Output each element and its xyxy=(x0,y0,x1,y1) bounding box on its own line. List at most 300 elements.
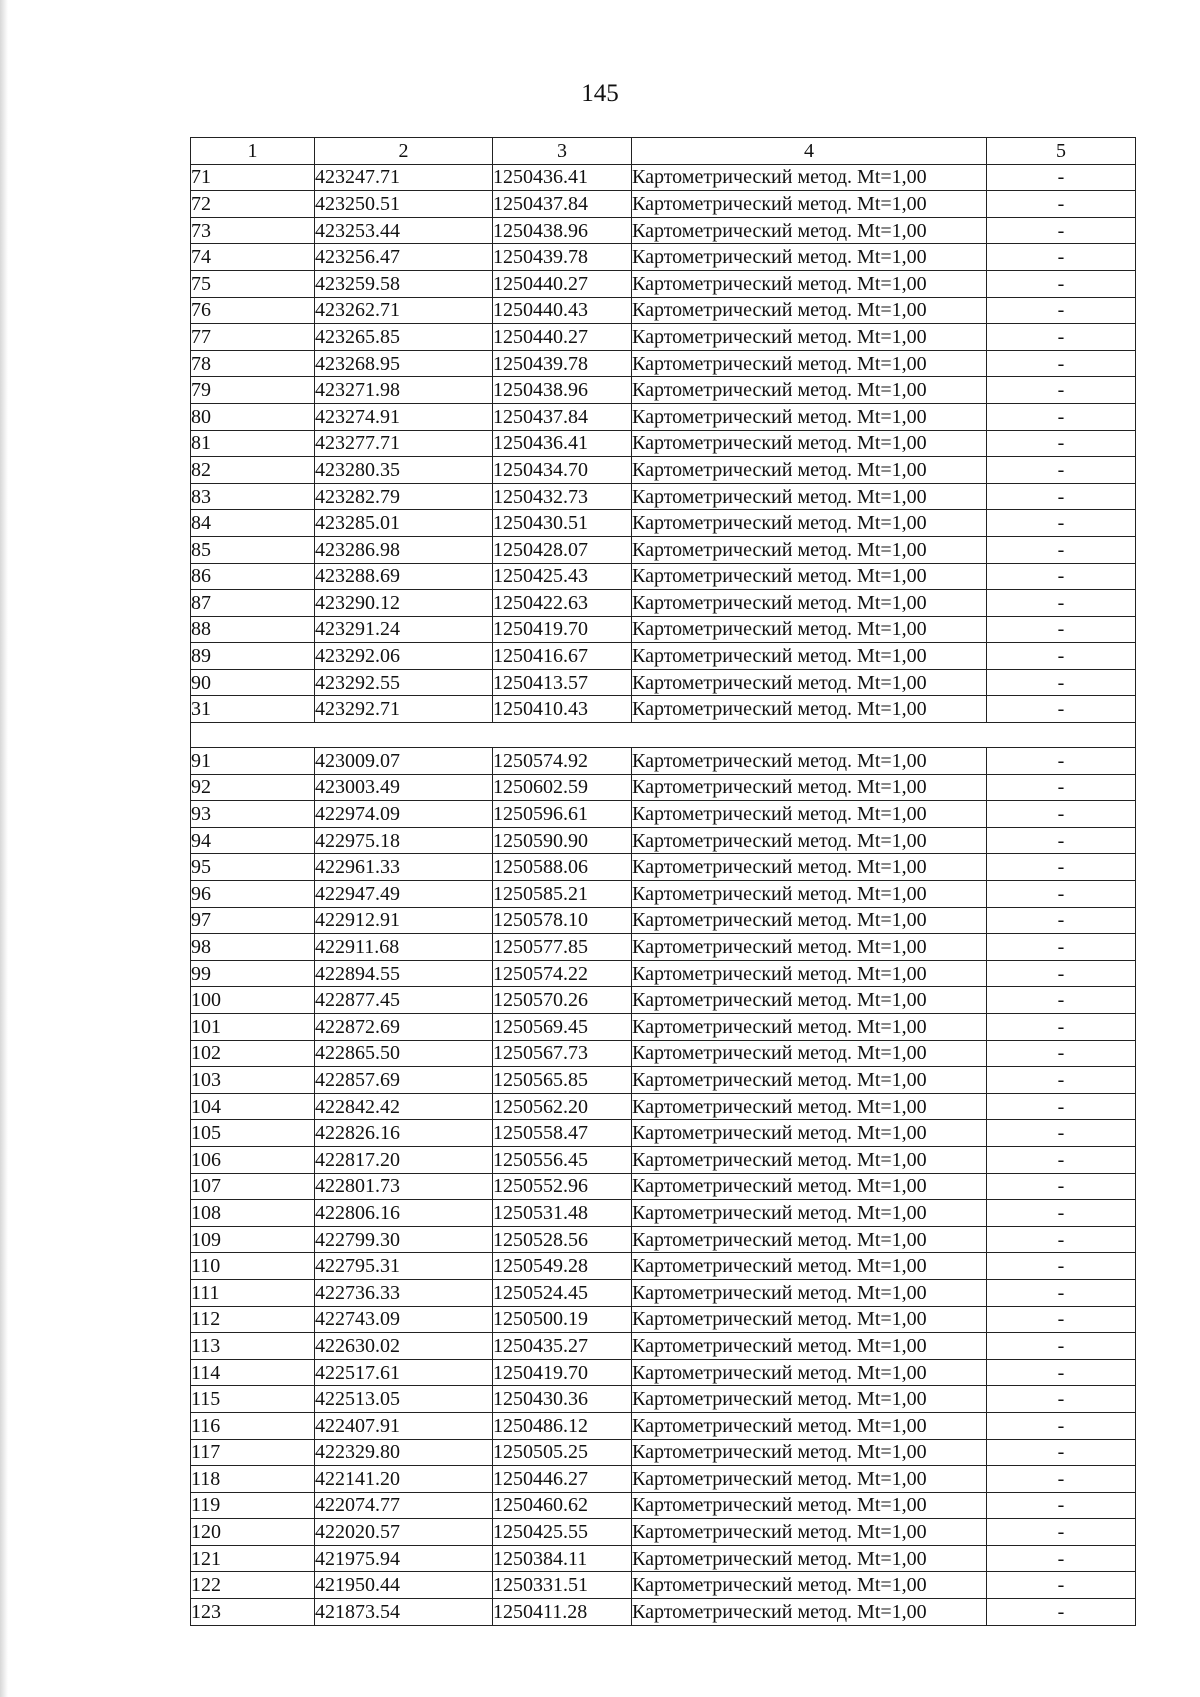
x-coordinate-cell: 422912.91 xyxy=(315,907,493,934)
note-cell: - xyxy=(987,1226,1136,1253)
point-number-cell: 96 xyxy=(191,881,315,908)
x-coordinate-cell: 423259.58 xyxy=(315,270,493,297)
note-cell: - xyxy=(987,377,1136,404)
separator-cell xyxy=(191,723,1136,748)
table-row xyxy=(191,457,1136,484)
x-coordinate-cell: 422074.77 xyxy=(315,1492,493,1519)
point-number-cell: 121 xyxy=(191,1545,315,1572)
note-cell: - xyxy=(987,854,1136,881)
y-coordinate-cell: 1250438.96 xyxy=(493,377,632,404)
table-row xyxy=(191,1093,1136,1120)
method-description-cell: Картометрический метод. Mt=1,00 xyxy=(632,1572,987,1599)
point-number-cell: 105 xyxy=(191,1120,315,1147)
x-coordinate-cell: 422826.16 xyxy=(315,1120,493,1147)
table-row xyxy=(191,217,1136,244)
point-number-cell: 116 xyxy=(191,1412,315,1439)
y-coordinate-cell: 1250552.96 xyxy=(493,1173,632,1200)
method-description-cell: Картометрический метод. Mt=1,00 xyxy=(632,297,987,324)
method-description-cell: Картометрический метод. Mt=1,00 xyxy=(632,643,987,670)
method-description-cell: Картометрический метод. Mt=1,00 xyxy=(632,934,987,961)
method-description-cell: Картометрический метод. Mt=1,00 xyxy=(632,1279,987,1306)
method-description-cell: Картометрический метод. Mt=1,00 xyxy=(632,907,987,934)
y-coordinate-cell: 1250411.28 xyxy=(493,1599,632,1626)
x-coordinate-cell: 423291.24 xyxy=(315,616,493,643)
y-coordinate-cell: 1250500.19 xyxy=(493,1306,632,1333)
point-number-cell: 31 xyxy=(191,696,315,723)
table-row xyxy=(191,590,1136,617)
y-coordinate-cell: 1250419.70 xyxy=(493,1359,632,1386)
note-cell: - xyxy=(987,430,1136,457)
method-description-cell: Картометрический метод. Mt=1,00 xyxy=(632,827,987,854)
method-description-cell: Картометрический метод. Mt=1,00 xyxy=(632,1333,987,1360)
y-coordinate-cell: 1250384.11 xyxy=(493,1545,632,1572)
y-coordinate-cell: 1250437.84 xyxy=(493,403,632,430)
note-cell: - xyxy=(987,1120,1136,1147)
note-cell: - xyxy=(987,1572,1136,1599)
table-row xyxy=(191,1173,1136,1200)
x-coordinate-cell: 422872.69 xyxy=(315,1014,493,1041)
y-coordinate-cell: 1250578.10 xyxy=(493,907,632,934)
method-description-cell: Картометрический метод. Mt=1,00 xyxy=(632,191,987,218)
x-coordinate-cell: 423253.44 xyxy=(315,217,493,244)
header-cell-5: 5 xyxy=(987,138,1136,165)
point-number-cell: 94 xyxy=(191,827,315,854)
x-coordinate-cell: 421873.54 xyxy=(315,1599,493,1626)
point-number-cell: 83 xyxy=(191,483,315,510)
table-row xyxy=(191,297,1136,324)
x-coordinate-cell: 423282.79 xyxy=(315,483,493,510)
x-coordinate-cell: 423292.71 xyxy=(315,696,493,723)
x-coordinate-cell: 422911.68 xyxy=(315,934,493,961)
x-coordinate-cell: 423271.98 xyxy=(315,377,493,404)
table-row xyxy=(191,377,1136,404)
method-description-cell: Картометрический метод. Mt=1,00 xyxy=(632,324,987,351)
point-number-cell: 118 xyxy=(191,1466,315,1493)
x-coordinate-cell: 422141.20 xyxy=(315,1466,493,1493)
y-coordinate-cell: 1250440.27 xyxy=(493,270,632,297)
note-cell: - xyxy=(987,1146,1136,1173)
table-row xyxy=(191,483,1136,510)
point-number-cell: 101 xyxy=(191,1014,315,1041)
note-cell: - xyxy=(987,590,1136,617)
method-description-cell: Картометрический метод. Mt=1,00 xyxy=(632,457,987,484)
x-coordinate-cell: 423268.95 xyxy=(315,350,493,377)
method-description-cell: Картометрический метод. Mt=1,00 xyxy=(632,1173,987,1200)
note-cell: - xyxy=(987,1492,1136,1519)
method-description-cell: Картометрический метод. Mt=1,00 xyxy=(632,1439,987,1466)
point-number-cell: 115 xyxy=(191,1386,315,1413)
point-number-cell: 112 xyxy=(191,1306,315,1333)
table-row xyxy=(191,1333,1136,1360)
x-coordinate-cell: 423285.01 xyxy=(315,510,493,537)
note-cell: - xyxy=(987,1359,1136,1386)
method-description-cell: Картометрический метод. Mt=1,00 xyxy=(632,536,987,563)
y-coordinate-cell: 1250460.62 xyxy=(493,1492,632,1519)
method-description-cell: Картометрический метод. Mt=1,00 xyxy=(632,350,987,377)
note-cell: - xyxy=(987,1093,1136,1120)
method-description-cell: Картометрический метод. Mt=1,00 xyxy=(632,1120,987,1147)
point-number-cell: 71 xyxy=(191,164,315,191)
point-number-cell: 109 xyxy=(191,1226,315,1253)
note-cell: - xyxy=(987,270,1136,297)
method-description-cell: Картометрический метод. Mt=1,00 xyxy=(632,244,987,271)
point-number-cell: 106 xyxy=(191,1146,315,1173)
table-row xyxy=(191,1014,1136,1041)
table-row xyxy=(191,987,1136,1014)
table-row xyxy=(191,1200,1136,1227)
note-cell: - xyxy=(987,457,1136,484)
point-number-cell: 79 xyxy=(191,377,315,404)
x-coordinate-cell: 422795.31 xyxy=(315,1253,493,1280)
note-cell: - xyxy=(987,907,1136,934)
x-coordinate-cell: 422630.02 xyxy=(315,1333,493,1360)
x-coordinate-cell: 422974.09 xyxy=(315,801,493,828)
table-row xyxy=(191,696,1136,723)
table-row xyxy=(191,536,1136,563)
point-number-cell: 86 xyxy=(191,563,315,590)
method-description-cell: Картометрический метод. Mt=1,00 xyxy=(632,1492,987,1519)
point-number-cell: 100 xyxy=(191,987,315,1014)
x-coordinate-cell: 423256.47 xyxy=(315,244,493,271)
x-coordinate-cell: 423277.71 xyxy=(315,430,493,457)
point-number-cell: 81 xyxy=(191,430,315,457)
method-description-cell: Картометрический метод. Mt=1,00 xyxy=(632,217,987,244)
y-coordinate-cell: 1250549.28 xyxy=(493,1253,632,1280)
x-coordinate-cell: 422799.30 xyxy=(315,1226,493,1253)
x-coordinate-cell: 423009.07 xyxy=(315,748,493,775)
x-coordinate-cell: 422513.05 xyxy=(315,1386,493,1413)
note-cell: - xyxy=(987,643,1136,670)
y-coordinate-cell: 1250425.55 xyxy=(493,1519,632,1546)
table-row xyxy=(191,1359,1136,1386)
y-coordinate-cell: 1250331.51 xyxy=(493,1572,632,1599)
point-number-cell: 114 xyxy=(191,1359,315,1386)
method-description-cell: Картометрический метод. Mt=1,00 xyxy=(632,801,987,828)
table-row xyxy=(191,1253,1136,1280)
y-coordinate-cell: 1250440.27 xyxy=(493,324,632,351)
y-coordinate-cell: 1250410.43 xyxy=(493,696,632,723)
y-coordinate-cell: 1250524.45 xyxy=(493,1279,632,1306)
note-cell: - xyxy=(987,563,1136,590)
table-row xyxy=(191,191,1136,218)
table-row xyxy=(191,430,1136,457)
point-number-cell: 80 xyxy=(191,403,315,430)
y-coordinate-cell: 1250439.78 xyxy=(493,350,632,377)
scan-edge-shadow xyxy=(0,0,8,1697)
table-row xyxy=(191,244,1136,271)
y-coordinate-cell: 1250569.45 xyxy=(493,1014,632,1041)
x-coordinate-cell: 423003.49 xyxy=(315,774,493,801)
point-number-cell: 111 xyxy=(191,1279,315,1306)
note-cell: - xyxy=(987,801,1136,828)
table-row xyxy=(191,1412,1136,1439)
method-description-cell: Картометрический метод. Mt=1,00 xyxy=(632,483,987,510)
method-description-cell: Картометрический метод. Mt=1,00 xyxy=(632,1306,987,1333)
method-description-cell: Картометрический метод. Mt=1,00 xyxy=(632,1519,987,1546)
table-row xyxy=(191,1466,1136,1493)
y-coordinate-cell: 1250602.59 xyxy=(493,774,632,801)
table-row xyxy=(191,324,1136,351)
table-row xyxy=(191,1306,1136,1333)
note-cell: - xyxy=(987,217,1136,244)
note-cell: - xyxy=(987,934,1136,961)
table-row xyxy=(191,1492,1136,1519)
x-coordinate-cell: 422894.55 xyxy=(315,960,493,987)
y-coordinate-cell: 1250422.63 xyxy=(493,590,632,617)
y-coordinate-cell: 1250562.20 xyxy=(493,1093,632,1120)
note-cell: - xyxy=(987,1439,1136,1466)
x-coordinate-cell: 423274.91 xyxy=(315,403,493,430)
method-description-cell: Картометрический метод. Mt=1,00 xyxy=(632,1146,987,1173)
y-coordinate-cell: 1250432.73 xyxy=(493,483,632,510)
table-row xyxy=(191,1599,1136,1626)
note-cell: - xyxy=(987,1545,1136,1572)
note-cell: - xyxy=(987,510,1136,537)
point-number-cell: 119 xyxy=(191,1492,315,1519)
x-coordinate-cell: 422947.49 xyxy=(315,881,493,908)
table-row xyxy=(191,1519,1136,1546)
y-coordinate-cell: 1250556.45 xyxy=(493,1146,632,1173)
y-coordinate-cell: 1250570.26 xyxy=(493,987,632,1014)
x-coordinate-cell: 422842.42 xyxy=(315,1093,493,1120)
x-coordinate-cell: 423292.06 xyxy=(315,643,493,670)
method-description-cell: Картометрический метод. Mt=1,00 xyxy=(632,563,987,590)
x-coordinate-cell: 421975.94 xyxy=(315,1545,493,1572)
table-row xyxy=(191,1279,1136,1306)
point-number-cell: 113 xyxy=(191,1333,315,1360)
method-description-cell: Картометрический метод. Mt=1,00 xyxy=(632,1545,987,1572)
table-row xyxy=(191,1572,1136,1599)
point-number-cell: 92 xyxy=(191,774,315,801)
table-row xyxy=(191,403,1136,430)
point-number-cell: 89 xyxy=(191,643,315,670)
table-row xyxy=(191,510,1136,537)
note-cell: - xyxy=(987,669,1136,696)
method-description-cell: Картометрический метод. Mt=1,00 xyxy=(632,403,987,430)
table-body xyxy=(191,164,1136,1625)
coordinates-table xyxy=(190,137,1136,1626)
y-coordinate-cell: 1250528.56 xyxy=(493,1226,632,1253)
x-coordinate-cell: 422517.61 xyxy=(315,1359,493,1386)
x-coordinate-cell: 423292.55 xyxy=(315,669,493,696)
header-cell-3: 3 xyxy=(493,138,632,165)
note-cell: - xyxy=(987,1386,1136,1413)
note-cell: - xyxy=(987,696,1136,723)
note-cell: - xyxy=(987,1279,1136,1306)
note-cell: - xyxy=(987,297,1136,324)
note-cell: - xyxy=(987,1253,1136,1280)
y-coordinate-cell: 1250505.25 xyxy=(493,1439,632,1466)
point-number-cell: 108 xyxy=(191,1200,315,1227)
point-number-cell: 88 xyxy=(191,616,315,643)
y-coordinate-cell: 1250574.22 xyxy=(493,960,632,987)
y-coordinate-cell: 1250430.36 xyxy=(493,1386,632,1413)
y-coordinate-cell: 1250419.70 xyxy=(493,616,632,643)
y-coordinate-cell: 1250577.85 xyxy=(493,934,632,961)
header-cell-1: 1 xyxy=(191,138,315,165)
note-cell: - xyxy=(987,748,1136,775)
table-row xyxy=(191,748,1136,775)
y-coordinate-cell: 1250596.61 xyxy=(493,801,632,828)
point-number-cell: 82 xyxy=(191,457,315,484)
y-coordinate-cell: 1250590.90 xyxy=(493,827,632,854)
x-coordinate-cell: 422801.73 xyxy=(315,1173,493,1200)
y-coordinate-cell: 1250486.12 xyxy=(493,1412,632,1439)
method-description-cell: Картометрический метод. Mt=1,00 xyxy=(632,616,987,643)
point-number-cell: 102 xyxy=(191,1040,315,1067)
note-cell: - xyxy=(987,536,1136,563)
method-description-cell: Картометрический метод. Mt=1,00 xyxy=(632,854,987,881)
header-cell-4: 4 xyxy=(632,138,987,165)
table-row xyxy=(191,827,1136,854)
note-cell: - xyxy=(987,1333,1136,1360)
x-coordinate-cell: 422407.91 xyxy=(315,1412,493,1439)
x-coordinate-cell: 422817.20 xyxy=(315,1146,493,1173)
y-coordinate-cell: 1250437.84 xyxy=(493,191,632,218)
method-description-cell: Картометрический метод. Mt=1,00 xyxy=(632,1226,987,1253)
point-number-cell: 72 xyxy=(191,191,315,218)
method-description-cell: Картометрический метод. Mt=1,00 xyxy=(632,1599,987,1626)
note-cell: - xyxy=(987,774,1136,801)
point-number-cell: 76 xyxy=(191,297,315,324)
note-cell: - xyxy=(987,191,1136,218)
y-coordinate-cell: 1250416.67 xyxy=(493,643,632,670)
x-coordinate-cell: 423290.12 xyxy=(315,590,493,617)
table-row xyxy=(191,1040,1136,1067)
table-row xyxy=(191,907,1136,934)
table-row xyxy=(191,1386,1136,1413)
note-cell: - xyxy=(987,164,1136,191)
table-row xyxy=(191,1146,1136,1173)
note-cell: - xyxy=(987,244,1136,271)
y-coordinate-cell: 1250585.21 xyxy=(493,881,632,908)
note-cell: - xyxy=(987,1200,1136,1227)
y-coordinate-cell: 1250430.51 xyxy=(493,510,632,537)
point-number-cell: 120 xyxy=(191,1519,315,1546)
y-coordinate-cell: 1250438.96 xyxy=(493,217,632,244)
method-description-cell: Картометрический метод. Mt=1,00 xyxy=(632,881,987,908)
point-number-cell: 78 xyxy=(191,350,315,377)
header-row xyxy=(191,138,1136,165)
table-row xyxy=(191,1067,1136,1094)
table-row xyxy=(191,563,1136,590)
method-description-cell: Картометрический метод. Mt=1,00 xyxy=(632,1014,987,1041)
x-coordinate-cell: 423262.71 xyxy=(315,297,493,324)
point-number-cell: 91 xyxy=(191,748,315,775)
method-description-cell: Картометрический метод. Mt=1,00 xyxy=(632,696,987,723)
table-row xyxy=(191,1120,1136,1147)
point-number-cell: 107 xyxy=(191,1173,315,1200)
table-row xyxy=(191,643,1136,670)
table-row xyxy=(191,881,1136,908)
table-row xyxy=(191,960,1136,987)
y-coordinate-cell: 1250436.41 xyxy=(493,164,632,191)
point-number-cell: 117 xyxy=(191,1439,315,1466)
note-cell: - xyxy=(987,827,1136,854)
point-number-cell: 103 xyxy=(191,1067,315,1094)
y-coordinate-cell: 1250588.06 xyxy=(493,854,632,881)
x-coordinate-cell: 422743.09 xyxy=(315,1306,493,1333)
method-description-cell: Картометрический метод. Mt=1,00 xyxy=(632,590,987,617)
method-description-cell: Картометрический метод. Mt=1,00 xyxy=(632,1359,987,1386)
y-coordinate-cell: 1250567.73 xyxy=(493,1040,632,1067)
note-cell: - xyxy=(987,350,1136,377)
note-cell: - xyxy=(987,483,1136,510)
table-row xyxy=(191,616,1136,643)
x-coordinate-cell: 422329.80 xyxy=(315,1439,493,1466)
method-description-cell: Картометрический метод. Mt=1,00 xyxy=(632,1067,987,1094)
y-coordinate-cell: 1250440.43 xyxy=(493,297,632,324)
x-coordinate-cell: 423265.85 xyxy=(315,324,493,351)
method-description-cell: Картометрический метод. Mt=1,00 xyxy=(632,669,987,696)
point-number-cell: 93 xyxy=(191,801,315,828)
point-number-cell: 98 xyxy=(191,934,315,961)
point-number-cell: 110 xyxy=(191,1253,315,1280)
table-row xyxy=(191,270,1136,297)
x-coordinate-cell: 423250.51 xyxy=(315,191,493,218)
table-row xyxy=(191,669,1136,696)
x-coordinate-cell: 422865.50 xyxy=(315,1040,493,1067)
y-coordinate-cell: 1250446.27 xyxy=(493,1466,632,1493)
table-row xyxy=(191,1226,1136,1253)
point-number-cell: 73 xyxy=(191,217,315,244)
note-cell: - xyxy=(987,1306,1136,1333)
table-row xyxy=(191,801,1136,828)
method-description-cell: Картометрический метод. Mt=1,00 xyxy=(632,1253,987,1280)
y-coordinate-cell: 1250434.70 xyxy=(493,457,632,484)
method-description-cell: Картометрический метод. Mt=1,00 xyxy=(632,774,987,801)
x-coordinate-cell: 423288.69 xyxy=(315,563,493,590)
x-coordinate-cell: 423286.98 xyxy=(315,536,493,563)
note-cell: - xyxy=(987,881,1136,908)
point-number-cell: 99 xyxy=(191,960,315,987)
note-cell: - xyxy=(987,616,1136,643)
method-description-cell: Картометрический метод. Mt=1,00 xyxy=(632,377,987,404)
y-coordinate-cell: 1250413.57 xyxy=(493,669,632,696)
x-coordinate-cell: 423280.35 xyxy=(315,457,493,484)
x-coordinate-cell: 423247.71 xyxy=(315,164,493,191)
header-cell-2: 2 xyxy=(315,138,493,165)
method-description-cell: Картометрический метод. Mt=1,00 xyxy=(632,1040,987,1067)
note-cell: - xyxy=(987,1599,1136,1626)
note-cell: - xyxy=(987,960,1136,987)
table-row xyxy=(191,350,1136,377)
y-coordinate-cell: 1250425.43 xyxy=(493,563,632,590)
x-coordinate-cell: 421950.44 xyxy=(315,1572,493,1599)
method-description-cell: Картометрический метод. Mt=1,00 xyxy=(632,1200,987,1227)
method-description-cell: Картометрический метод. Mt=1,00 xyxy=(632,1093,987,1120)
note-cell: - xyxy=(987,1519,1136,1546)
method-description-cell: Картометрический метод. Mt=1,00 xyxy=(632,430,987,457)
point-number-cell: 90 xyxy=(191,669,315,696)
x-coordinate-cell: 422877.45 xyxy=(315,987,493,1014)
y-coordinate-cell: 1250436.41 xyxy=(493,430,632,457)
note-cell: - xyxy=(987,987,1136,1014)
y-coordinate-cell: 1250574.92 xyxy=(493,748,632,775)
y-coordinate-cell: 1250531.48 xyxy=(493,1200,632,1227)
point-number-cell: 74 xyxy=(191,244,315,271)
note-cell: - xyxy=(987,1014,1136,1041)
y-coordinate-cell: 1250435.27 xyxy=(493,1333,632,1360)
table-row xyxy=(191,1545,1136,1572)
method-description-cell: Картометрический метод. Mt=1,00 xyxy=(632,748,987,775)
method-description-cell: Картометрический метод. Mt=1,00 xyxy=(632,1412,987,1439)
method-description-cell: Картометрический метод. Mt=1,00 xyxy=(632,164,987,191)
x-coordinate-cell: 422961.33 xyxy=(315,854,493,881)
note-cell: - xyxy=(987,1466,1136,1493)
note-cell: - xyxy=(987,324,1136,351)
point-number-cell: 104 xyxy=(191,1093,315,1120)
